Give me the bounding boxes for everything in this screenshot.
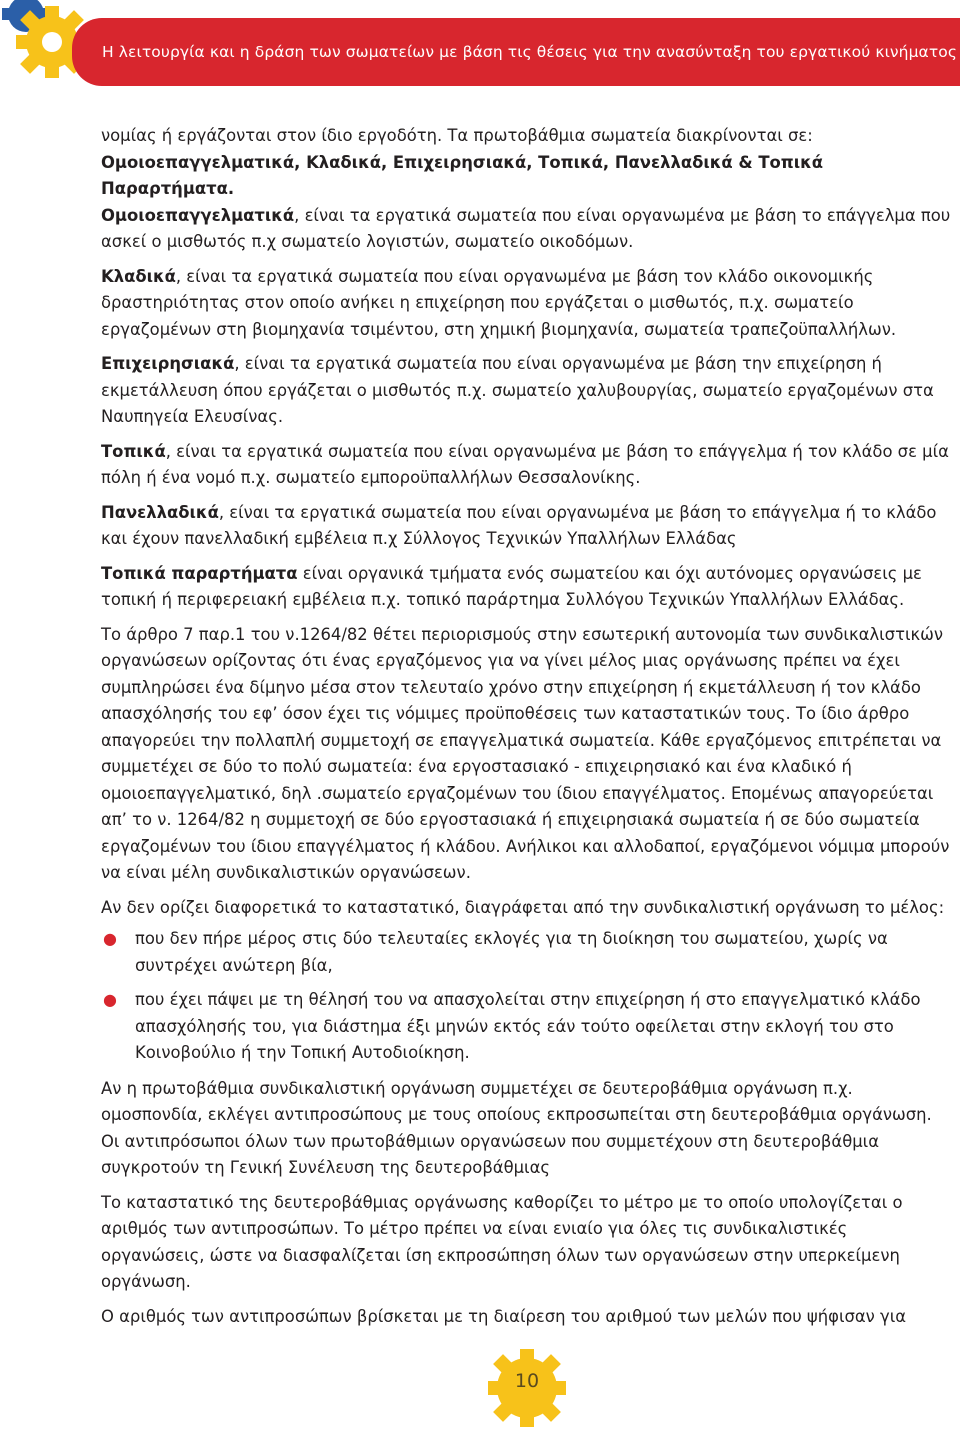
document-body <box>101 123 954 1338</box>
kladika-paragraph: Κλαδικά, είναι τα εργατικά σωματεία που είναι οργανωμένα με βάση τον κλάδο οικονομικής δραστηριότητας στον οποίο ανήκει η επιχείρηση που εργάζεται ο μισθωτός, π.χ. σωματείο εργαζομένων στη βιομηχανία τσιμέντου, στη χημική βιομηχανία, σωματεία τραπεζοϋπαλλήλων. <box>101 266 897 339</box>
bullet-list <box>101 926 954 1067</box>
topika-paragraph: Τοπικά, είναι τα εργατικά σωματεία που είναι οργανωμένα με βάση το επάγγελμα ή τον κλάδο σε μία πόλη ή ένα νομό π.χ. σωματείο εμποροϋπαλλήλων Θεσσαλονίκης. <box>101 441 949 487</box>
intro-paragraph: νομίας ή εργάζονται στον ίδιο εργοδότη. Τα πρωτοβάθμια σωματεία διακρίνονται σε: Ομοιοεπαγγελματικά, Κλαδικά, Επιχειρησιακά, Τοπικά, Πανελλαδικά & Τοπικά Παραρτήματα. <box>101 126 824 198</box>
deuterovathmia-paragraph: Αν η πρωτοβάθμια συνδικαλιστική οργάνωση συμμετέχει σε δευτεροβάθμια οργάνωση π.χ. ομοσπονδία, εκλέγει αντιπροσώπους με τους οποίους εκπροσωπείται στη δευτεροβάθμια οργάνωση. Οι αντιπρόσωποι όλων των πρωτοβάθμιων οργανώσεων που συμμετέχουν στη δευτεροβάθμια συγκροτούν τη Γενική Συνέλευση της δευτεροβάθμιας <box>101 1078 932 1177</box>
bullet-icon: ● <box>103 929 117 948</box>
panelladika-term: Πανελλαδικά <box>101 502 219 522</box>
running-header-title: Η λειτουργία και η δράση των σωματείων με βάση τις θέσεις για την ανασύνταξη του εργατικού κινήματος <box>102 43 958 61</box>
bullet-icon: ● <box>103 990 117 1009</box>
kladika-term: Κλαδικά <box>101 266 176 286</box>
paraptimata-paragraph: Τοπικά παραρτήματα είναι οργανικά τμήματα ενός σωματείου και όχι αυτόνομες οργανώσεις με τοπική ή περιφερειακή εμβέλεια π.χ. τοπικό παράρτημα Συλλόγου Τεχνικών Υπαλλήλων Ελλάδας. <box>101 563 922 609</box>
list-item: ● που δεν πήρε μέρος στις δύο τελευταίες εκλογές για τη διοίκηση του σωματείου, χωρίς να συντρέχει ανώτερη βία, <box>101 926 954 979</box>
page-number: 10 <box>514 1370 540 1392</box>
topika-term: Τοπικά <box>101 441 166 461</box>
epixeirisiaka-term: Επιχειρησιακά <box>101 354 235 373</box>
katastatiko-paragraph: Το καταστατικό της δευτεροβάθμιας οργάνωσης καθορίζει το μέτρο με το οποίο υπολογίζεται ο αριθμός των αντιπροσώπων. Το μέτρο πρέπει να είναι ενιαίο για όλες τις συνδικαλιστικές οργανώσεις, ώστε να διασφαλίζεται ίση εκπροσώπηση όλων των οργανώσεων στην υπερκείμενη οργάνωση. <box>101 1192 903 1291</box>
paraptimata-term: Τοπικά παραρτήματα <box>101 563 298 583</box>
omoioepaggelmatika-paragraph: Ομοιοεπαγγελματικά, είναι τα εργατικά σωματεία που είναι οργανωμένα με βάση το επάγγελμα που ασκεί ο μισθωτός π.χ σωματείο λογιστών, σωματείο οικοδόμων. <box>101 205 951 251</box>
diagrafi-paragraph: Αν δεν ορίζει διαφορετικά το καταστατικό, διαγράφεται από την συνδικαλιστική οργάνωση το μέλος: <box>101 897 945 917</box>
types-list-bold: Ομοιοεπαγγελματικά, Κλαδικά, Επιχειρησιακά, Τοπικά, Πανελλαδικά & Τοπικά Παραρτήματα. <box>101 152 824 198</box>
arithmos-paragraph: Ο αριθμός των αντιπροσώπων βρίσκεται με τη διαίρεση του αριθμού των μελών που ψήφισαν για <box>101 1306 907 1326</box>
list-item: ● που έχει πάψει με τη θέλησή του να απασχολείται στην επιχείρηση ή στο επαγγελματικό κλάδο απασχόλησής του, για διάστημα έξι μηνών εκτός εάν τούτο οφείλεται στην εκλογή του στο Κοινοβούλιο ή την Τοπική Αυτοδιοίκηση. <box>101 987 954 1067</box>
omoioepaggelmatika-term: Ομοιοεπαγγελματικά <box>101 205 295 225</box>
epixeirisiaka-paragraph: Επιχειρησιακά, είναι τα εργατικά σωματεία που είναι οργανωμένα με βάση την επιχείρηση ή εκμετάλλευση όπου εργάζεται ο μισθωτός π.χ. σωματείο χαλυβουργίας, σωματείο εργαζομένων στα Ναυπηγεία Ελευσίνας. <box>101 354 934 426</box>
panelladika-paragraph: Πανελλαδικά, είναι τα εργατικά σωματεία που είναι οργανωμένα με βάση το επάγγελμα ή το κλάδο και έχουν πανελλαδική εμβέλεια π.χ Σύλλογος Τεχνικών Υπαλλήλων Ελλάδας <box>101 502 937 548</box>
arthro-paragraph: Το άρθρο 7 παρ.1 του ν.1264/82 θέτει περιορισμούς στην εσωτερική αυτονομία των συνδικαλιστικών οργανώσεων ορίζοντας ότι ένας εργαζόμενος για να γίνει μέλος μιας οργάνωσης πρέπει να έχει συμπληρώσει ένα δίμηνο μέσα στον τελευταίο χρόνο στην επιχείρηση ή εκμετάλλευση ή τον κλάδο απασχόλησής του εφ’ όσον έχει τις νόμιμες προϋποθέσεις των καταστατικών τους. Το ίδιο άρθρο απαγορεύει την πολλαπλή συμμετοχή σε επαγγελματικά σωματεία. Κάθε εργαζόμενος επιτρέπεται να συμμετέχει σε δύο το πολύ σωματεία: ένα εργοστασιακό - επιχειρησιακό και ένα κλαδικό ή ομοιοεπαγγελματικό, δηλ .σωματείο εργαζομένων του ίδιου επαγγέλματος. Επομένως απαγορεύεται απ’ το ν. 1264/82 η συμμετοχή σε δύο εργοστασιακά ή επιχειρησιακά σωματεία ή σε δύο σωματεία εργαζομένων του ίδιου επαγγέλματος ή κλάδου. Ανήλικοι και αλλοδαποί, εργαζόμενοι νόμιμα μπορούν να είναι μέλη συνδικαλιστικών οργανώσεων. <box>101 624 950 882</box>
